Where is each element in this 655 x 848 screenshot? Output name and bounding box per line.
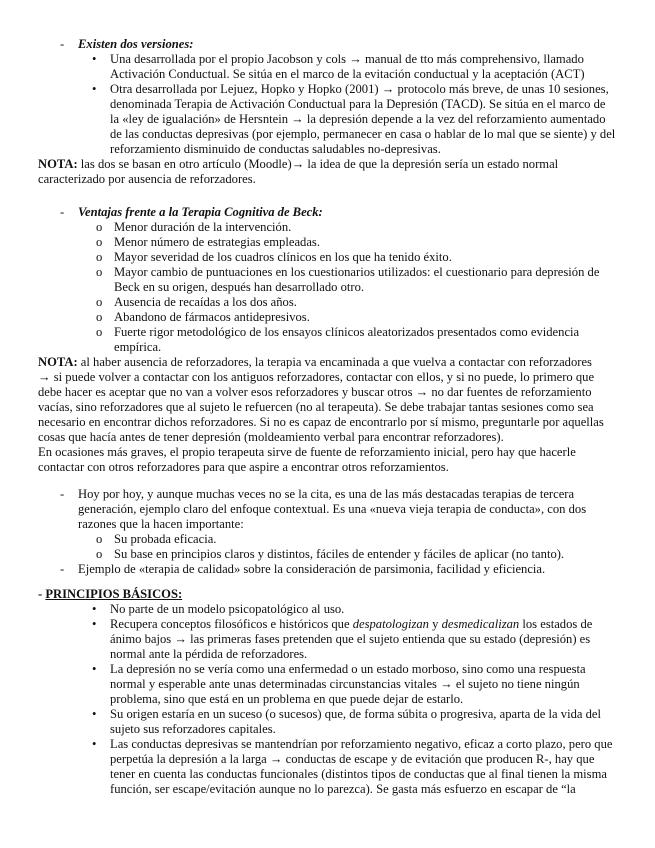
sub-item-line: o Abandono de fármacos antidepresivos. bbox=[96, 310, 310, 324]
sub-item-line: o Mayor severidad de los cuadros clínicos en los que ha tenido éxito. bbox=[96, 250, 452, 264]
note-label: NOTA: bbox=[38, 157, 78, 171]
bullet-line: función, ser escape/evitación aunque no lo parezca). Se gasta más esfuerzo en escapar de “la bbox=[110, 782, 576, 796]
list-marker: o bbox=[96, 250, 103, 264]
section-basic-principles bbox=[0, 587, 655, 797]
sub-item-line: empírica. bbox=[114, 340, 162, 354]
sub-item-line: o Su base en principios claros y distintos, fáciles de entender y fáciles de aplicar (no tanto). bbox=[96, 547, 565, 561]
bullet-line: la «ley de igualación» de Hersntein → la depresión depende a la vez del reforzamiento aumentado bbox=[110, 112, 606, 126]
note-line: NOTA: las dos se basan en otro artículo (Moodle)→ la idea de que la depresión sería un estado normal bbox=[38, 157, 559, 171]
list-marker: • bbox=[92, 82, 97, 96]
sub-item-line: o Menor duración de la intervención. bbox=[96, 220, 292, 234]
section-relevance bbox=[0, 487, 655, 577]
bullet-line: sujeto sus reforzadores capitales. bbox=[110, 722, 276, 736]
sub-item-line: o Ausencia de recaídas a los dos años. bbox=[96, 295, 297, 309]
list-marker: • bbox=[92, 617, 97, 631]
principles-heading: PRINCIPIOS BÁSICOS: bbox=[45, 587, 183, 601]
list-marker: - bbox=[60, 562, 65, 576]
dash-item-line: - Ejemplo de «terapia de calidad» sobre la consideración de parsimonia, facilidad y eficiencia. bbox=[60, 562, 546, 576]
note-line: contactar con otros reforzadores para que aspire a encontrar otros reforzamientos. bbox=[38, 460, 449, 474]
section-heading: - Existen dos versiones: bbox=[60, 37, 194, 51]
list-marker: o bbox=[96, 220, 103, 234]
bullet-line: normal ante la pérdida de reforzadores. bbox=[110, 647, 308, 661]
list-marker: o bbox=[96, 532, 103, 546]
bullet-line: • No parte de un modelo psicopatológico al uso. bbox=[92, 602, 345, 616]
bullet-line: reforzamiento disminuido de conductas saludables no-depresivas. bbox=[110, 142, 441, 156]
bullet-line: • Su origen estaría en un suceso (o sucesos) que, de forma súbita o progresiva, aparta de la vida del bbox=[92, 707, 601, 721]
note-line: cosas que hacía antes de tener depresión (moldeamiento verbal para encontrar reforzadores). bbox=[38, 430, 504, 444]
bullet-line: ánimo bajos → las primeras fases pretenden que el sujeto entienda que su estado (depresión) es bbox=[110, 632, 591, 646]
list-marker: o bbox=[96, 310, 103, 324]
bullet-line: • Las conductas depresivas se mantendrían por reforzamiento negativo, eficaz a corto plazo, pero que bbox=[92, 737, 613, 751]
list-marker: - bbox=[60, 487, 65, 501]
list-marker: • bbox=[92, 707, 97, 721]
list-marker: o bbox=[96, 295, 103, 309]
list-marker: • bbox=[92, 602, 97, 616]
bullet-line: denominada Terapia de Activación Conductual para la Depresión (TACD). Se sitúa en el marco de bbox=[110, 97, 606, 111]
dash-item-line: razones que la hacen importante: bbox=[78, 517, 244, 531]
bullet-line: • Una desarrollada por el propio Jacobson y cols → manual de tto más comprehensivo, llamado bbox=[92, 52, 584, 66]
bullet-line: normal y esperable ante unas determinadas circunstancias vitales → el sujeto no tiene ningún bbox=[110, 677, 580, 691]
list-marker: o bbox=[96, 325, 103, 339]
note-line: NOTA: al haber ausencia de reforzadores, la terapia va encaminada a que vuelva a contactar con reforzadores bbox=[38, 355, 592, 369]
bullet-line: • La depresión no se vería como una enfermedad o un estado morboso, sino como una respuesta bbox=[92, 662, 586, 676]
bullet-line: problema, sino que está en un problema en que puede dejar de estarlo. bbox=[110, 692, 464, 706]
sub-item-line: o Mayor cambio de puntuaciones en los cuestionarios utilizados: el cuestionario para depresión de bbox=[96, 265, 600, 279]
section-versions bbox=[0, 37, 655, 187]
note-line: debe hacer es aceptar que no van a volver esos reforzadores y buscar otros → no dar fuentes de reforzamiento bbox=[38, 385, 592, 399]
list-marker: o bbox=[96, 265, 103, 279]
bullet-line: Activación Conductual. Se sitúa en el marco de la evitación conductual y la aceptación (ACT) bbox=[110, 67, 585, 81]
bullet-line: • Otra desarrollada por Lejuez, Hopko y Hopko (2001) → protocolo más breve, de unas 10 sesiones, bbox=[92, 82, 609, 96]
bullet-line: de las conductas depresivas (por ejemplo, permanecer en casa o hablar de lo mal que se siente) y del bbox=[110, 127, 616, 141]
bullet-line: tener en cuenta las conductas funcionales (distintos tipos de conductas que al final tienen la misma bbox=[110, 767, 607, 781]
sub-item-line: o Menor número de estrategias empleadas. bbox=[96, 235, 320, 249]
section-heading: - PRINCIPIOS BÁSICOS: bbox=[38, 587, 183, 601]
bullet-line: • Recupera conceptos filosóficos e históricos que despatologizan y desmedicalizan los estados de bbox=[92, 617, 593, 631]
bullet-line: perpetúa la depresión a la larga → conductas de escape y de evitación que producen R-, hay que bbox=[110, 752, 595, 766]
sub-item-line: o Su probada eficacia. bbox=[96, 532, 217, 546]
list-marker: • bbox=[92, 52, 97, 66]
sub-item-line: o Fuerte rigor metodológico de los ensayos clínicos aleatorizados presentados como evidencia bbox=[96, 325, 580, 339]
dash-item-line: generación, ejemplo claro del enfoque contextual. Es una «nueva vieja terapia de conducta», con dos bbox=[78, 502, 587, 516]
list-marker: o bbox=[96, 235, 103, 249]
list-marker: o bbox=[96, 547, 103, 561]
note-line: vacías, sino reforzadores que al sujeto le refuercen (no al terapeuta). Se debe trabajar tantas sesiones como sea bbox=[38, 400, 594, 414]
note-line: En ocasiones más graves, el propio terapeuta sirve de fuente de reforzamiento inicial, pero hay que hacerle bbox=[38, 445, 576, 459]
list-marker: • bbox=[92, 737, 97, 751]
note-line: caracterizado por ausencia de reforzadores. bbox=[38, 172, 256, 186]
sub-item-line: Beck en su origen, después han desarrollado otro. bbox=[114, 280, 365, 294]
section-advantages bbox=[0, 205, 655, 475]
list-marker: - bbox=[60, 205, 65, 219]
list-marker: - bbox=[60, 37, 65, 51]
list-marker: • bbox=[92, 662, 97, 676]
section-heading: - Ventajas frente a la Terapia Cognitiva de Beck: bbox=[60, 205, 323, 219]
note-label: NOTA: bbox=[38, 355, 78, 369]
note-line: → si puede volver a contactar con los antiguos reforzadores, contactar con ellos, y si no puede, lo primero que bbox=[38, 370, 595, 384]
dash-item-line: - Hoy por hoy, y aunque muchas veces no se la cita, es una de las más destacadas terapias de tercera bbox=[60, 487, 575, 501]
note-line: necesario en encontrar dichos reforzadores. Si no es capaz de encontrarlo por sí mismo, preguntarle por aquellas bbox=[38, 415, 604, 429]
